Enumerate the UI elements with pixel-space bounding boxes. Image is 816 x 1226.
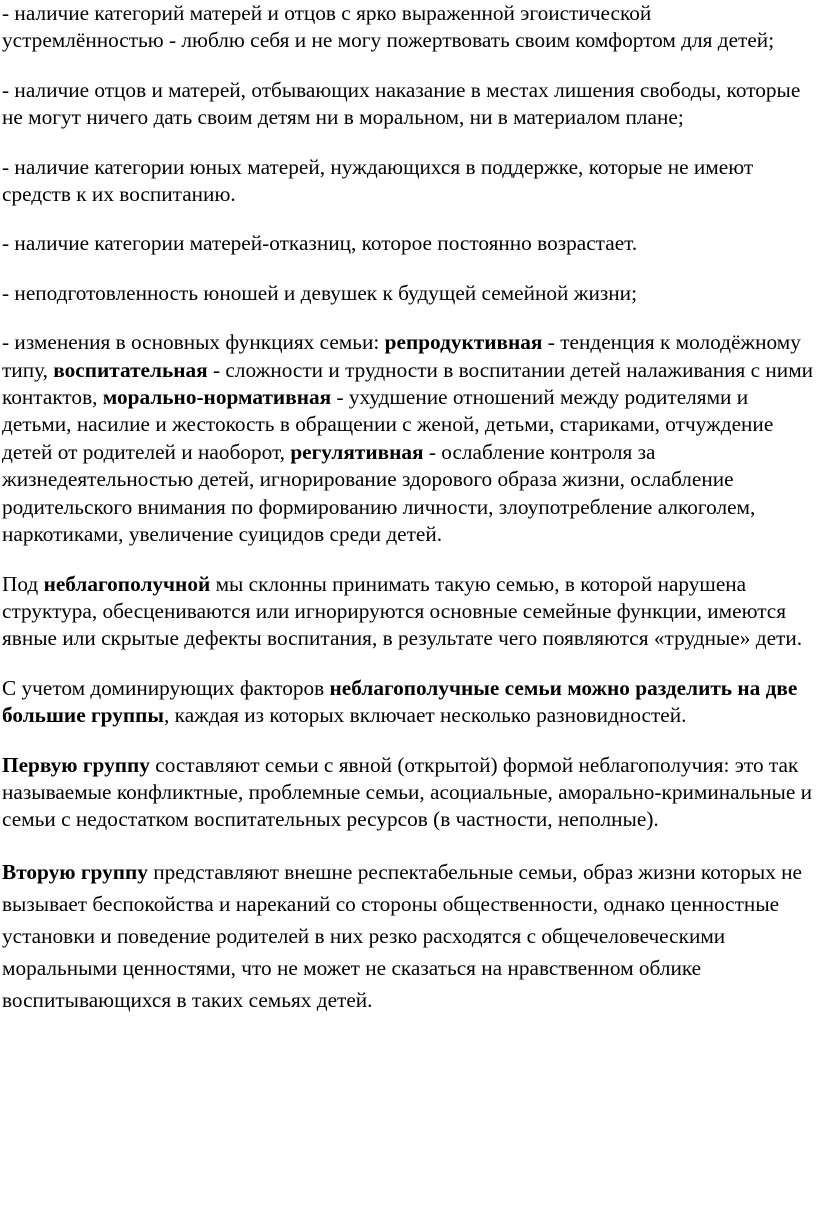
paragraph-10 bbox=[2, 856, 814, 1016]
paragraph-1-text: - наличие категорий матерей и отцов с ярко выраженной эгоистической устремлённостью - люблю себя и не могу пожертвовать своим комфортом для детей; bbox=[2, 1, 775, 53]
paragraph-4-text: - наличие категории матерей-отказниц, которое постоянно возрастает. bbox=[2, 231, 638, 256]
bold-term-regulatory: регулятивная bbox=[290, 439, 424, 464]
bold-term-dysfunctional: неблагополучной bbox=[43, 571, 211, 596]
paragraph-2 bbox=[2, 77, 814, 132]
bold-phrase-two-groups: неблагополучные семьи можно разделить на две большие группы bbox=[2, 675, 798, 728]
paragraph-8 bbox=[2, 675, 814, 730]
text-segment: составляют семьи с явной (открытой) формой неблагополучия: это так называемые конфликтные, проблемные семьи, асоциальные, аморально-криминальные и семьи с недостатком воспитательных ресурсов (в частности, неполные). bbox=[2, 752, 813, 832]
paragraph-2-text: - наличие отцов и матерей, отбывающих наказание в местах лишения свободы, которые не могут ничего дать своим детям ни в моральном, ни в материалом плане; bbox=[2, 77, 801, 130]
paragraph-3 bbox=[2, 154, 814, 209]
text-segment: С учетом доминирующих факторов bbox=[2, 675, 330, 700]
text-segment: представляют внешне респектабельные семьи, образ жизни которых не вызывает беспокойства и нареканий со стороны общественности, однако ценностные установки и поведение родителей в них резко расходятся с общечеловеческими моральными ценностями, что не может не сказаться на нравственном облике воспитывающихся в таких семьях детей. bbox=[2, 859, 803, 1012]
bold-term-reproductive: репродуктивная bbox=[384, 330, 543, 355]
bold-term-moral-normative: морально-нормативная bbox=[102, 385, 332, 410]
paragraph-4 bbox=[2, 230, 814, 257]
text-segment: - тенденция к молодёжному типу, bbox=[2, 330, 801, 382]
paragraph-6 bbox=[2, 329, 814, 548]
text-segment: Под bbox=[2, 571, 44, 596]
paragraph-9 bbox=[2, 752, 814, 834]
paragraph-3-text: - наличие категории юных матерей, нуждающихся в поддержке, которые не имеют средств к их воспитанию. bbox=[2, 154, 754, 207]
text-segment: - сложности и трудности в воспитании детей налаживания с ними контактов, bbox=[2, 357, 814, 410]
paragraph-5-text: - неподготовленность юношей и девушек к будущей семейной жизни; bbox=[2, 280, 637, 305]
text-segment: мы склонны принимать такую семью, в которой нарушена структура, обесцениваются или игнорируются основные семейные функции, имеются явные или скрытые дефекты воспитания, в результате чего появляются «трудные» дети. bbox=[2, 571, 803, 651]
bold-term-educational: воспитательная bbox=[53, 357, 208, 382]
text-segment: , каждая из которых включает несколько разновидностей. bbox=[164, 703, 687, 728]
paragraph-5 bbox=[2, 280, 814, 307]
paragraph-7 bbox=[2, 571, 814, 653]
bold-term-first-group: Первую группу bbox=[2, 752, 150, 777]
paragraph-1 bbox=[2, 0, 814, 55]
text-segment: - изменения в основных функциях семьи: bbox=[2, 330, 385, 355]
text-segment: - ослабление контроля за жизнедеятельностью детей, игнорирование здорового образа жизни, ослабление родительского внимания по формированию личности, злоупотребление алкоголем, наркотиками, увеличение суицидов среди детей. bbox=[2, 439, 756, 547]
text-segment: - ухудшение отношений между родителями и детьми, насилие и жестокость в обращении с женой, детьми, стариками, отчуждение детей от родителей и наоборот, bbox=[2, 385, 774, 464]
bold-term-second-group: Вторую группу bbox=[2, 859, 148, 884]
